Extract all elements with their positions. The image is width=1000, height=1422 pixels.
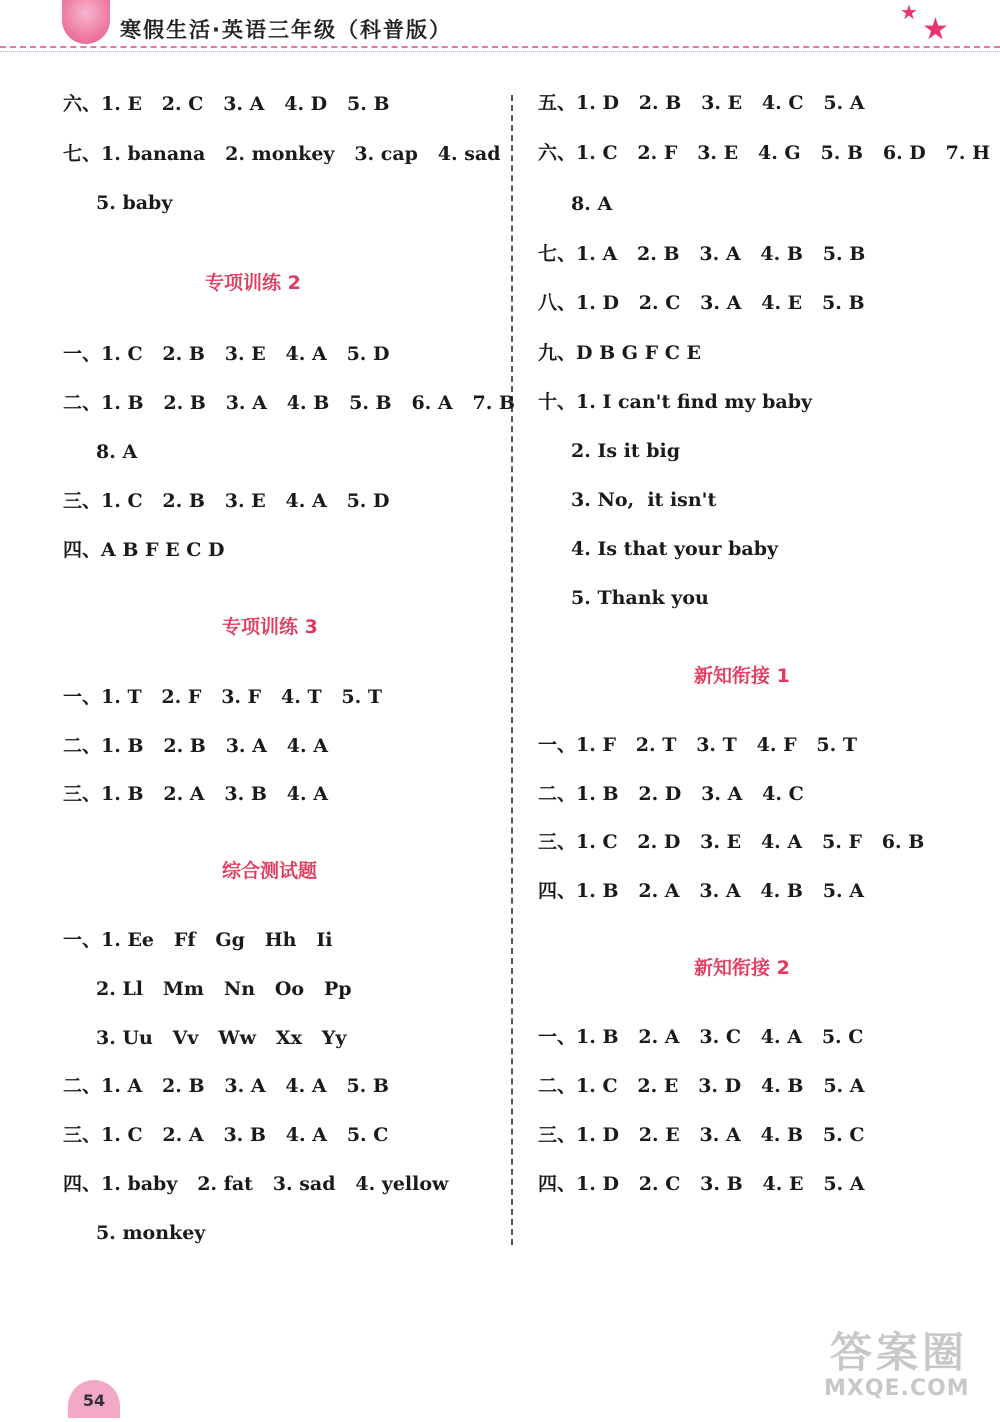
answer-line: 二、1. B 2. B 3. A 4. A bbox=[63, 735, 328, 757]
answer-line: 二、1. B 2. B 3. A 4. B 5. B 6. A 7. B bbox=[63, 392, 515, 414]
answer-line: 3. Uu Vv Ww Xx Yy bbox=[96, 1027, 347, 1049]
answer-line: 六、1. C 2. F 3. E 4. G 5. B 6. D 7. H bbox=[538, 142, 991, 164]
answer-line: 一、1. T 2. F 3. F 4. T 5. T bbox=[63, 686, 383, 708]
answer-line: 一、1. F 2. T 3. T 4. F 5. T bbox=[538, 734, 858, 756]
section-title: 综合测试题 bbox=[222, 860, 318, 882]
answer-line: 十、1. I can't find my baby bbox=[538, 391, 813, 413]
watermark-logo bbox=[820, 1320, 990, 1410]
section-title: 新知衔接 2 bbox=[694, 957, 790, 979]
answer-line: 六、1. E 2. C 3. A 4. D 5. B bbox=[63, 93, 390, 115]
answer-line: 3. No, it isn't bbox=[571, 489, 717, 511]
section-title: 专项训练 3 bbox=[222, 616, 318, 638]
answer-line: 三、1. C 2. D 3. E 4. A 5. F 6. B bbox=[538, 831, 925, 853]
watermark-text: 答案圈 bbox=[830, 1328, 969, 1377]
answer-line: 四、A B F E C D bbox=[63, 539, 225, 561]
answer-line: 2. Ll Mm Nn Oo Pp bbox=[96, 978, 352, 1000]
answer-line: 七、1. banana 2. monkey 3. cap 4. sad bbox=[63, 143, 501, 165]
answer-line: 2. Is it big bbox=[571, 440, 681, 462]
answer-line: 一、1. B 2. A 3. C 4. A 5. C bbox=[538, 1026, 864, 1048]
answer-line: 五、1. D 2. B 3. E 4. C 5. A bbox=[538, 92, 865, 114]
answer-line: 八、1. D 2. C 3. A 4. E 5. B bbox=[538, 292, 865, 314]
answer-line: 七、1. A 2. B 3. A 4. B 5. B bbox=[538, 243, 866, 265]
page-number: 54 bbox=[68, 1380, 120, 1418]
star-icon: ★ bbox=[900, 0, 918, 24]
cartoon-decoration bbox=[62, 0, 110, 44]
answer-line: 4. Is that your baby bbox=[571, 538, 779, 560]
answer-line: 一、1. C 2. B 3. E 4. A 5. D bbox=[63, 343, 390, 365]
answer-line: 三、1. C 2. A 3. B 4. A 5. C bbox=[63, 1124, 389, 1146]
header-divider bbox=[0, 46, 1000, 48]
answer-line: 5. Thank you bbox=[571, 587, 709, 609]
answer-line: 5. baby bbox=[96, 192, 173, 214]
answer-line: 二、1. C 2. E 3. D 4. B 5. A bbox=[538, 1075, 865, 1097]
answer-line: 九、D B G F C E bbox=[538, 342, 701, 364]
answer-line: 二、1. A 2. B 3. A 4. A 5. B bbox=[63, 1075, 389, 1097]
answer-line: 一、1. Ee Ff Gg Hh Ii bbox=[63, 929, 333, 951]
answer-line: 8. A bbox=[571, 193, 613, 215]
answer-line: 8. A bbox=[96, 441, 138, 463]
answer-line: 三、1. B 2. A 3. B 4. A bbox=[63, 783, 328, 805]
watermark-url: MXQE.COM bbox=[824, 1376, 970, 1401]
answer-line: 四、1. D 2. C 3. B 4. E 5. A bbox=[538, 1173, 865, 1195]
answer-line: 三、1. D 2. E 3. A 4. B 5. C bbox=[538, 1124, 865, 1146]
answer-line: 四、1. baby 2. fat 3. sad 4. yellow bbox=[63, 1173, 449, 1195]
answer-line: 三、1. C 2. B 3. E 4. A 5. D bbox=[63, 490, 390, 512]
star-icon: ★ bbox=[922, 12, 949, 47]
column-divider bbox=[511, 95, 513, 1245]
section-title: 专项训练 2 bbox=[205, 272, 301, 294]
header-divider bbox=[0, 51, 1000, 52]
section-title: 新知衔接 1 bbox=[694, 665, 790, 687]
answer-line: 二、1. B 2. D 3. A 4. C bbox=[538, 783, 804, 805]
answer-line: 5. monkey bbox=[96, 1222, 206, 1244]
header-title: 寒假生活·英语三年级（科普版） bbox=[120, 18, 452, 42]
answer-line: 四、1. B 2. A 3. A 4. B 5. A bbox=[538, 880, 864, 902]
